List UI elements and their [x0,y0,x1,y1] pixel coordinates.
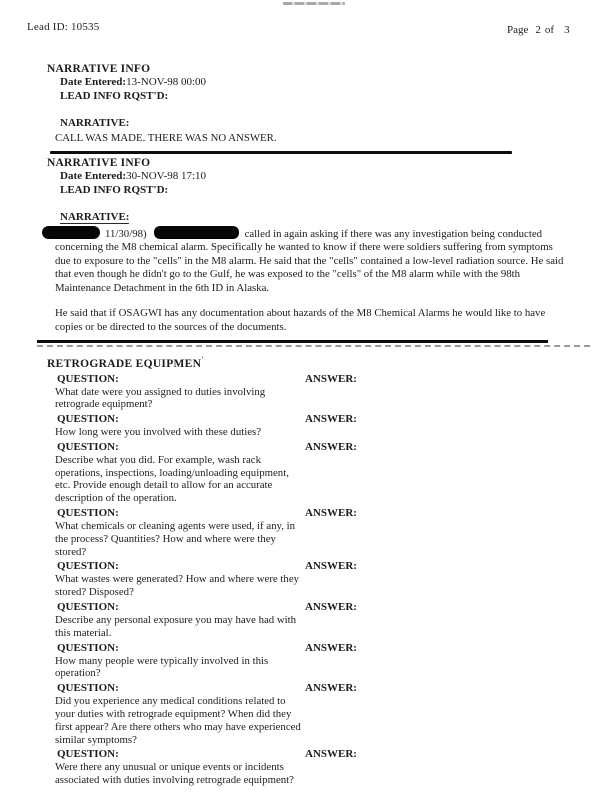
question-text: How many people were typically involved in this operation? [55,654,269,680]
answer-label: ANSWER: [305,413,357,426]
question-label: QUESTION: [57,440,119,453]
question-label: QUESTION: [57,601,119,614]
lead-id-label: Lead ID: 10535 [27,21,100,33]
answer-label: ANSWER: [305,507,357,520]
question-text: Did you experience any medical conditions related to your duties with retrograde equipment? When did they first appear? Are there others who may have experienced similar symptoms? [55,695,301,746]
question-label: QUESTION: [57,372,119,385]
question-text: What chemicals or cleaning agents were used, if any, in the process? Quantities? How and where were they stored? [55,520,296,558]
qa-item-4 [0,506,611,558]
question-text: How long were you involved with these duties? [55,426,262,439]
narrative-date-fragment: 11/30/98) [105,227,147,240]
section-divider-solid [37,340,548,343]
question-text: What wastes were generated? How and where were they stored? Disposed? [55,573,300,599]
questionnaire-header [47,355,611,370]
question-label: QUESTION: [57,413,119,426]
narrative-label: NARRATIVE: [60,117,130,129]
lead-info-row [60,89,611,103]
answer-label: ANSWER: [305,440,357,453]
question-text: Were there any unusual or unique events or incidents associated with duties involving retrograde equipment? [55,761,294,787]
qa-item-8 [0,681,611,746]
redaction-block [154,226,239,239]
qa-item-3 [0,440,611,505]
qa-item-7 [0,641,611,681]
retrograde-questionnaire [0,355,611,788]
narrative-section-1 [0,63,611,154]
lead-info-label: LEAD INFO RQST'D: [60,90,169,102]
date-entered-row [60,169,611,183]
narrative-paragraph-1 [55,226,567,296]
question-label: QUESTION: [57,641,119,654]
qa-item-2 [0,412,611,439]
question-text: What date were you assigned to duties involving retrograde equipment? [55,385,266,411]
scan-artifact-mark [283,2,345,5]
narrative-section-2 [0,157,611,347]
question-label: QUESTION: [57,748,119,761]
question-text: Describe any personal exposure you may have had with this material. [55,614,297,639]
section-header: NARRATIVE INFO [47,156,151,169]
question-text: Describe what you did. For example, wash rack operations, inspections, loading/unloading equipment, etc. Provide enough detail to allow for an accurate description of the operation. [55,453,289,505]
of-word: of [544,24,555,36]
questionnaire-header-mark: ' [201,354,205,365]
date-entered-label: Date Entered: [60,76,127,88]
section-divider [50,151,512,154]
answer-label: ANSWER: [305,641,357,654]
answer-label: ANSWER: [305,601,357,614]
redaction-block [42,226,100,239]
answer-label: ANSWER: [305,372,357,385]
qa-item-1 [0,372,611,412]
page-indicator [507,24,570,36]
qa-item-5 [0,559,611,599]
questionnaire-header-text: RETROGRADE EQUIPMEN [47,357,202,370]
narrative-label: NARRATIVE: [60,210,130,223]
date-entered-row [60,75,611,89]
narrative-text: CALL WAS MADE. THERE WAS NO ANSWER. [55,132,277,144]
narrative-paragraph-2: He said that if OSAGWI has any documentation about hazards of the M8 Chemical Alarms he would like to have copies or be directed to the sources of the documents. [55,307,546,333]
answer-label: ANSWER: [305,748,357,761]
section-header: NARRATIVE INFO [47,63,151,75]
document-content [0,63,611,787]
page-total: 3 [564,24,570,36]
section-divider-dashed [37,345,590,347]
date-entered-value: 13-NOV-98 00:00 [126,76,207,88]
date-entered-label: Date Entered: [60,169,127,182]
narrative-text: called in again asking if there was any investigation being conducted concerning the M8 chemical alarm. Specifically he wanted to know if there were soldiers suffering from symptoms due to exposure to the "cells" in the M8 alarm. He said that the "cells" contained a low-level radiation source. He said that even though he didn't go to the Gulf, he was exposed to the "cells" of the M8 alarm while with the 98th Maintenance Detachment in the 6th ID in Alaska. [55,227,564,294]
lead-info-row [60,183,611,197]
page-word: Page [507,24,529,36]
qa-item-6 [0,600,611,640]
question-label: QUESTION: [57,560,119,573]
qa-item-9 [0,747,611,787]
answer-label: ANSWER: [305,560,357,573]
lead-info-label: LEAD INFO RQST'D: [60,183,169,196]
question-label: QUESTION: [57,507,119,520]
question-label: QUESTION: [57,682,119,695]
page-number: 2 [535,24,541,36]
answer-label: ANSWER: [305,682,357,695]
date-entered-value: 30-NOV-98 17:10 [126,169,207,182]
